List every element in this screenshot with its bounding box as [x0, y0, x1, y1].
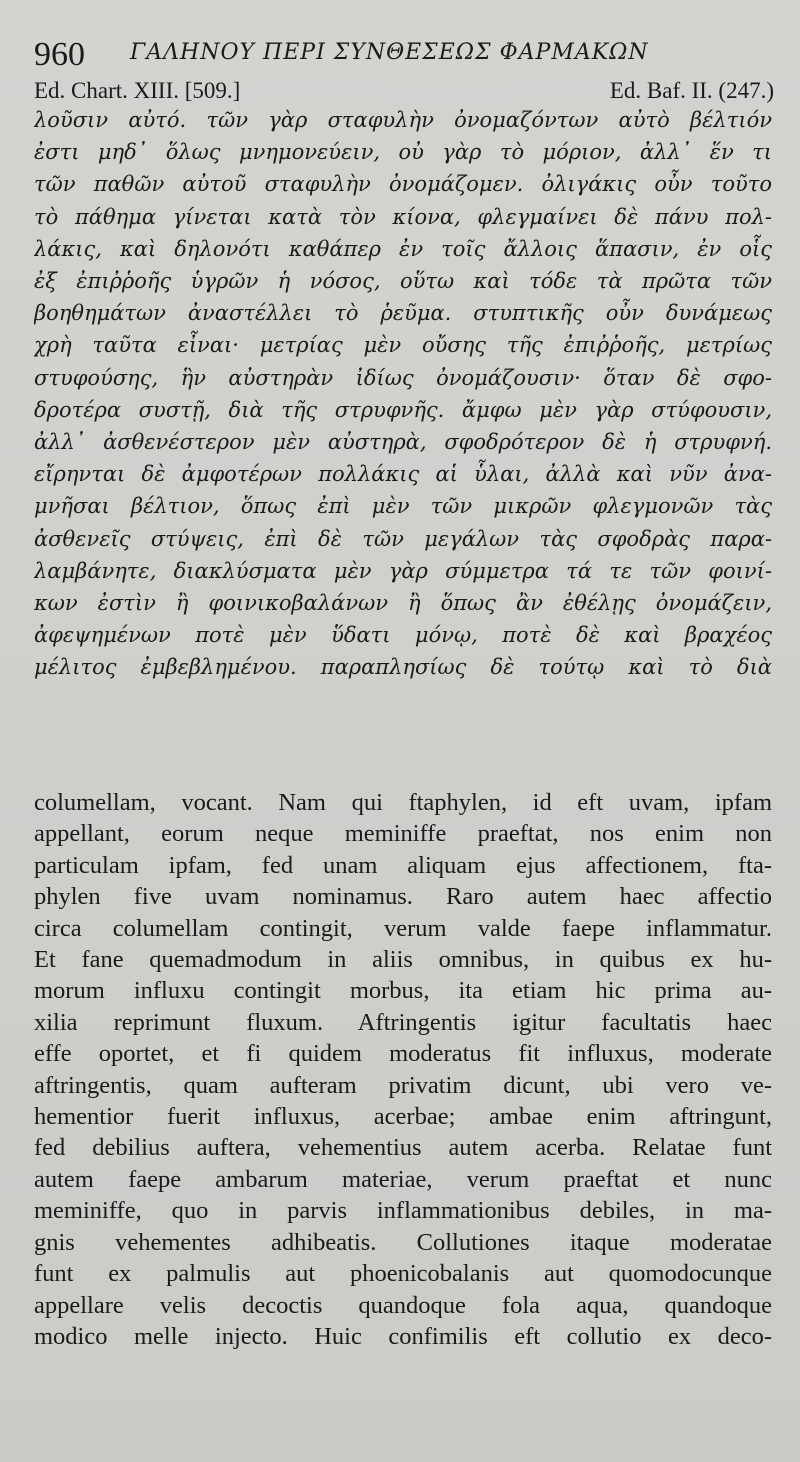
latin-line: phylen five uvam nominamus. Raro autem haec affectio	[34, 883, 772, 911]
greek-line: εἴρηνται δὲ ἀμφοτέρων πολλάκις αἱ ὗλαι, ἀλλὰ καὶ νῦν ἀνα-	[34, 462, 772, 487]
greek-line: κων ἐστὶν ἢ φοινικοβαλάνων ἢ ὅπως ἂν ἐθέλῃς ὀνομάζειν,	[34, 591, 772, 616]
latin-line: meminiffe, quo in parvis inflammationibus debiles, in ma-	[34, 1197, 772, 1225]
greek-line: ἐξ ἐπιῤῥοῆς ὑγρῶν ἡ νόσος, οὕτω καὶ τόδε τὰ πρῶτα τῶν	[34, 269, 772, 294]
latin-line: funt ex palmulis aut phoenicobalanis aut quomodocunque	[34, 1260, 772, 1288]
latin-line: appellant, eorum neque meminiffe praeftat, nos enim non	[34, 820, 772, 848]
greek-line: τὸ πάθημα γίνεται κατὰ τὸν κίονα, φλεγμαίνει δὲ πάνυ πολ-	[34, 204, 772, 229]
latin-line: xilia reprimunt fluxum. Aftringentis igitur facultatis haec	[34, 1008, 772, 1036]
greek-line: ἀφεψημένων ποτὲ μὲν ὕδατι μόνῳ, ποτὲ δὲ καὶ βραχέος	[34, 623, 772, 648]
latin-line: effe oportet, et fi quidem moderatus fit influxus, moderate	[34, 1040, 772, 1068]
latin-line: appellare velis decoctis quandoque fola aqua, quandoque	[34, 1291, 772, 1319]
greek-line: δροτέρα συστῇ, διὰ τῆς στρυφνῆς. ἄμφω μὲν γὰρ στύφουσιν,	[34, 397, 772, 422]
latin-line: particulam ipfam, fed unam aliquam ejus affectionem, fta-	[34, 851, 772, 879]
edition-reference-basel: Ed. Baf. II. (247.)	[609, 78, 774, 103]
page-number: 960	[34, 36, 85, 73]
greek-line: λάκις, καὶ δηλονότι καθάπερ ἐν τοῖς ἄλλοις ἅπασιν, ἐν οἷς	[34, 236, 772, 261]
latin-line: autem faepe ambarum materiae, verum praeftat et nunc	[34, 1165, 772, 1193]
greek-text-block	[34, 104, 772, 684]
latin-line: Et fane quemadmodum in aliis omnibus, in quibus ex hu-	[34, 946, 772, 974]
greek-line: λαμβάνητε, διακλύσματα μὲν γὰρ σύμμετρα τά τε τῶν φοινί-	[34, 558, 772, 583]
latin-line: modico melle injecto. Huic confimilis eft collutio ex deco-	[34, 1322, 772, 1350]
greek-line: ἐστι μηδ᾽ ὅλως μνημονεύειν, οὐ γὰρ τὸ μόριον, ἀλλ᾽ ἕν τι	[34, 140, 772, 165]
running-head	[34, 30, 774, 74]
running-title: ΓΑΛΗΝΟΥ ΠΕΡΙ ΣΥΝΘΕΣΕΩΣ ΦΑΡΜΑΚΩΝ	[130, 40, 649, 65]
latin-line: aftringentis, quam aufteram privatim dicunt, ubi vero ve-	[34, 1071, 772, 1099]
greek-line: μέλιτος ἐμβεβλημένου. παραπλησίως δὲ τούτῳ καὶ τὸ διὰ	[34, 655, 772, 680]
greek-line: στυφούσης, ἣν αὐστηρὰν ἰδίως ὀνομάζουσιν· ὅταν δὲ σφο-	[34, 365, 772, 390]
greek-line: μνῆσαι βέλτιον, ὅπως ἐπὶ μὲν τῶν μικρῶν φλεγμονῶν τὰς	[34, 494, 772, 519]
greek-line: βοηθημάτων ἀναστέλλει τὸ ῥεῦμα. στυπτικῆς οὖν δυνάμεως	[34, 301, 772, 326]
edition-reference-line	[34, 78, 774, 106]
latin-line: hementior fuerit influxus, acerbae; ambae enim aftringunt,	[34, 1103, 772, 1131]
edition-reference-chartier: Ed. Chart. XIII. [509.]	[34, 78, 241, 103]
latin-text-block	[34, 787, 772, 1352]
greek-line: τῶν παθῶν αὐτοῦ σταφυλὴν ὀνομάζομεν. ὀλιγάκις οὖν τοῦτο	[34, 172, 772, 197]
latin-line: gnis vehementes adhibeatis. Collutiones itaque moderatae	[34, 1228, 772, 1256]
latin-line: columellam, vocant. Nam qui ftaphylen, id eft uvam, ipfam	[34, 789, 772, 816]
greek-line: ἀλλ᾽ ἀσθενέστερον μὲν αὐστηρὰ, σφοδρότερον δὲ ἡ στρυφνή.	[34, 430, 772, 455]
latin-line: fed debilius auftera, vehementius autem acerba. Relatae funt	[34, 1134, 772, 1162]
latin-line: circa columellam contingit, verum valde faepe inflammatur.	[34, 914, 772, 942]
greek-line: ἀσθενεῖς στύψεις, ἐπὶ δὲ τῶν μεγάλων τὰς σφοδρὰς παρα-	[34, 526, 772, 551]
greek-line: χρὴ ταῦτα εἶναι· μετρίας μὲν οὔσης τῆς ἐπιῤῥοῆς, μετρίως	[34, 333, 772, 358]
greek-line: λοῦσιν αὐτό. τῶν γὰρ σταφυλὴν ὀνομαζόντων αὐτὸ βέλτιόν	[34, 108, 772, 132]
latin-line: morum influxu contingit morbus, ita etiam hic prima au-	[34, 977, 772, 1005]
